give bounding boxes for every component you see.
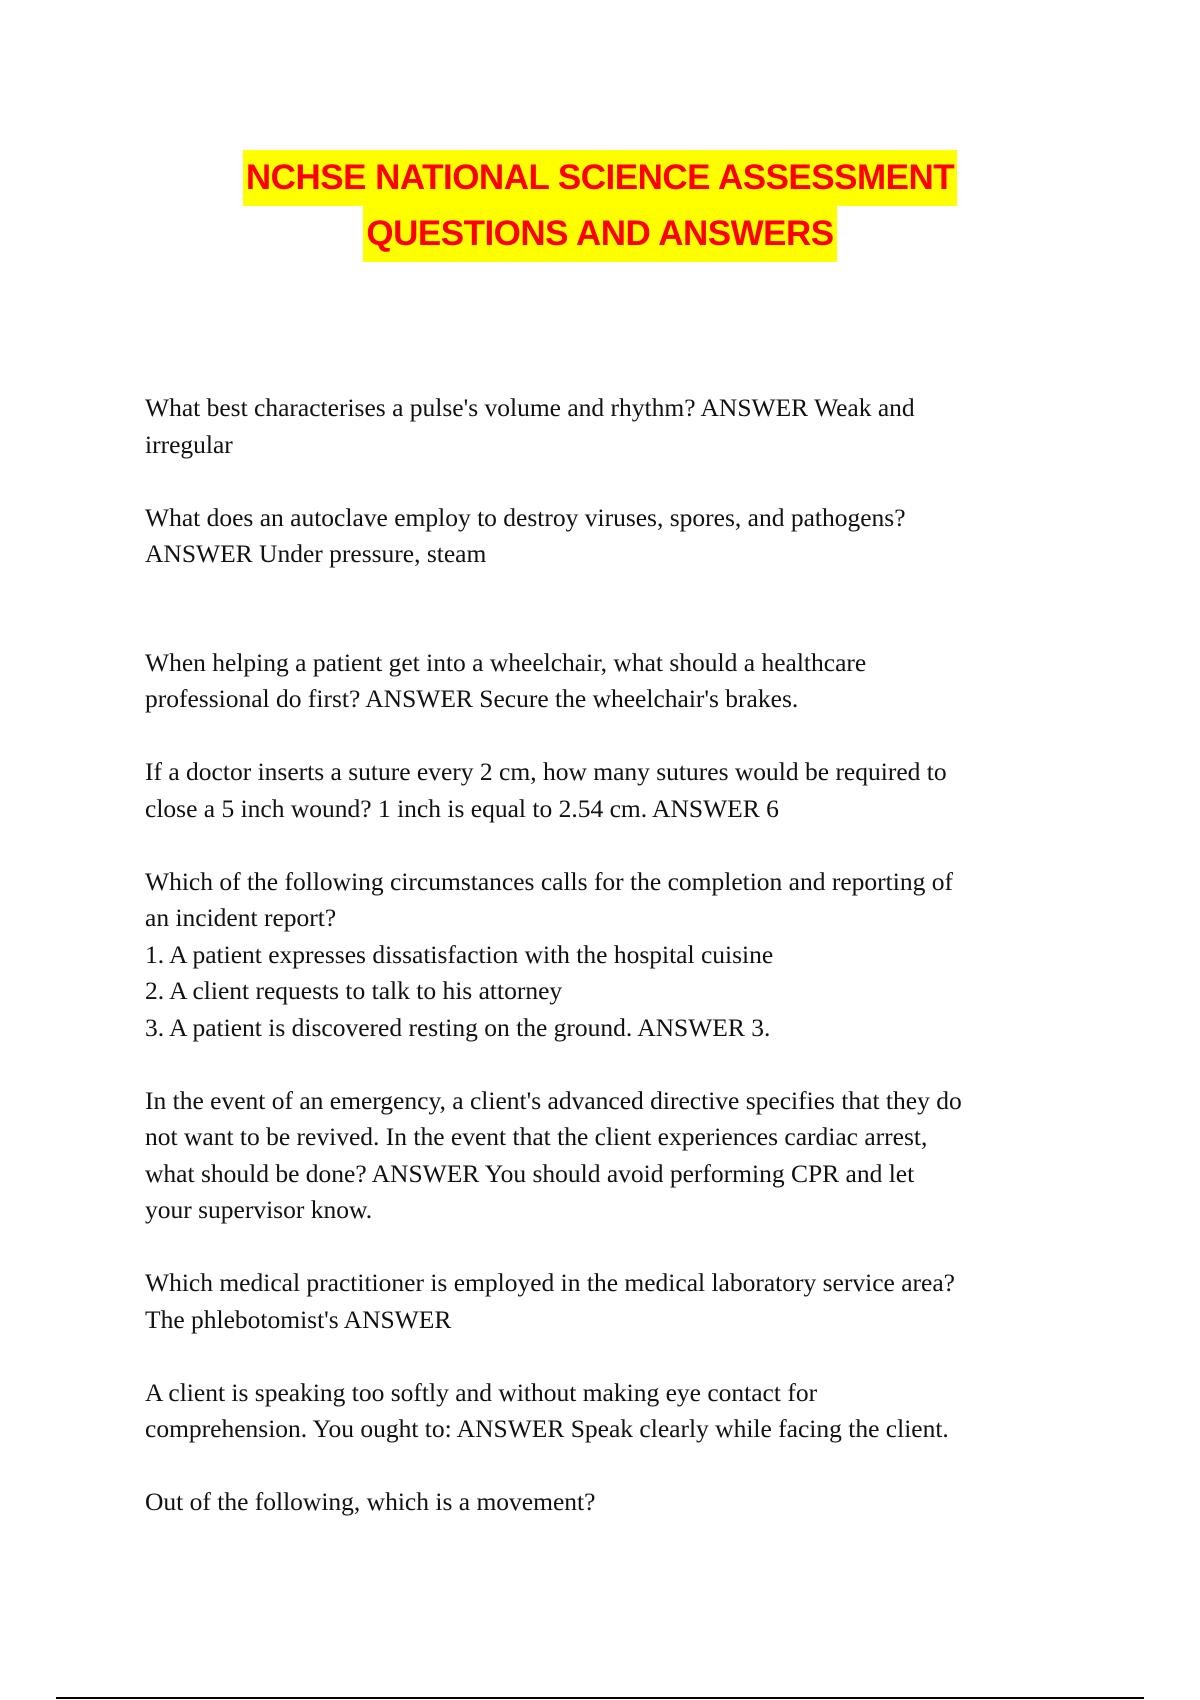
qa-item: [145, 754, 1075, 827]
qa-text-line: irregular: [145, 429, 233, 459]
qa-text-line: When helping a patient get into a wheelchair, what should a healthcare: [145, 647, 867, 677]
qa-list: [145, 390, 1075, 1557]
qa-item: [145, 1265, 1075, 1338]
qa-text-line: ANSWER Under pressure, steam: [145, 539, 487, 568]
qa-text-line: professional do first? ANSWER Secure the wheelchair's brakes.: [145, 684, 799, 713]
qa-option-line: 2. A client requests to talk to his attorney: [145, 976, 563, 1005]
qa-text-line: Out of the following, which is a movement?: [145, 1487, 596, 1516]
document-title: [0, 150, 1200, 262]
qa-text-line: not want to be revived. In the event that the client experiences cardiac arrest,: [145, 1122, 928, 1151]
qa-text-line: What best characterises a pulse's volume and rhythm? ANSWER Weak and: [145, 393, 915, 422]
qa-item: [145, 864, 1075, 1047]
qa-text-line: A client is speaking too softly and without making eye contact for: [145, 1377, 818, 1407]
title-line: NCHSE NATIONAL SCIENCE ASSESSMENT: [243, 150, 957, 206]
qa-item: [145, 390, 1075, 463]
qa-text-line: In the event of an emergency, a client's advanced directive specifies that they do: [145, 1085, 962, 1115]
qa-text-line: close a 5 inch wound? 1 inch is equal to 2.54 cm. ANSWER 6: [145, 793, 779, 823]
qa-option-line: 3. A patient is discovered resting on the ground. ANSWER 3.: [145, 1012, 771, 1042]
qa-text-line: If a doctor inserts a suture every 2 cm, how many sutures would be required to: [145, 757, 947, 786]
qa-item: [145, 645, 1075, 718]
qa-item: [145, 1083, 1075, 1229]
qa-item: [145, 1375, 1075, 1448]
bottom-divider: [56, 1697, 1144, 1699]
qa-item: [145, 1484, 1075, 1521]
qa-text-line: What does an autoclave employ to destroy viruses, spores, and pathogens?: [145, 502, 906, 532]
qa-text-line: The phlebotomist's ANSWER: [145, 1304, 452, 1334]
qa-option-line: 1. A patient expresses dissatisfaction with the hospital cuisine: [145, 939, 774, 969]
qa-text-line: an incident report?: [145, 903, 337, 932]
qa-text-line: what should be done? ANSWER You should avoid performing CPR and let: [145, 1158, 915, 1188]
qa-item: [145, 500, 1075, 573]
qa-text-line: Which medical practitioner is employed in the medical laboratory service area?: [145, 1268, 955, 1297]
title-line: QUESTIONS AND ANSWERS: [363, 206, 836, 262]
qa-text-line: Which of the following circumstances calls for the completion and reporting of: [145, 866, 953, 896]
qa-text-line: your supervisor know.: [145, 1195, 373, 1224]
qa-text-line: comprehension. You ought to: ANSWER Speak clearly while facing the client.: [145, 1414, 949, 1443]
